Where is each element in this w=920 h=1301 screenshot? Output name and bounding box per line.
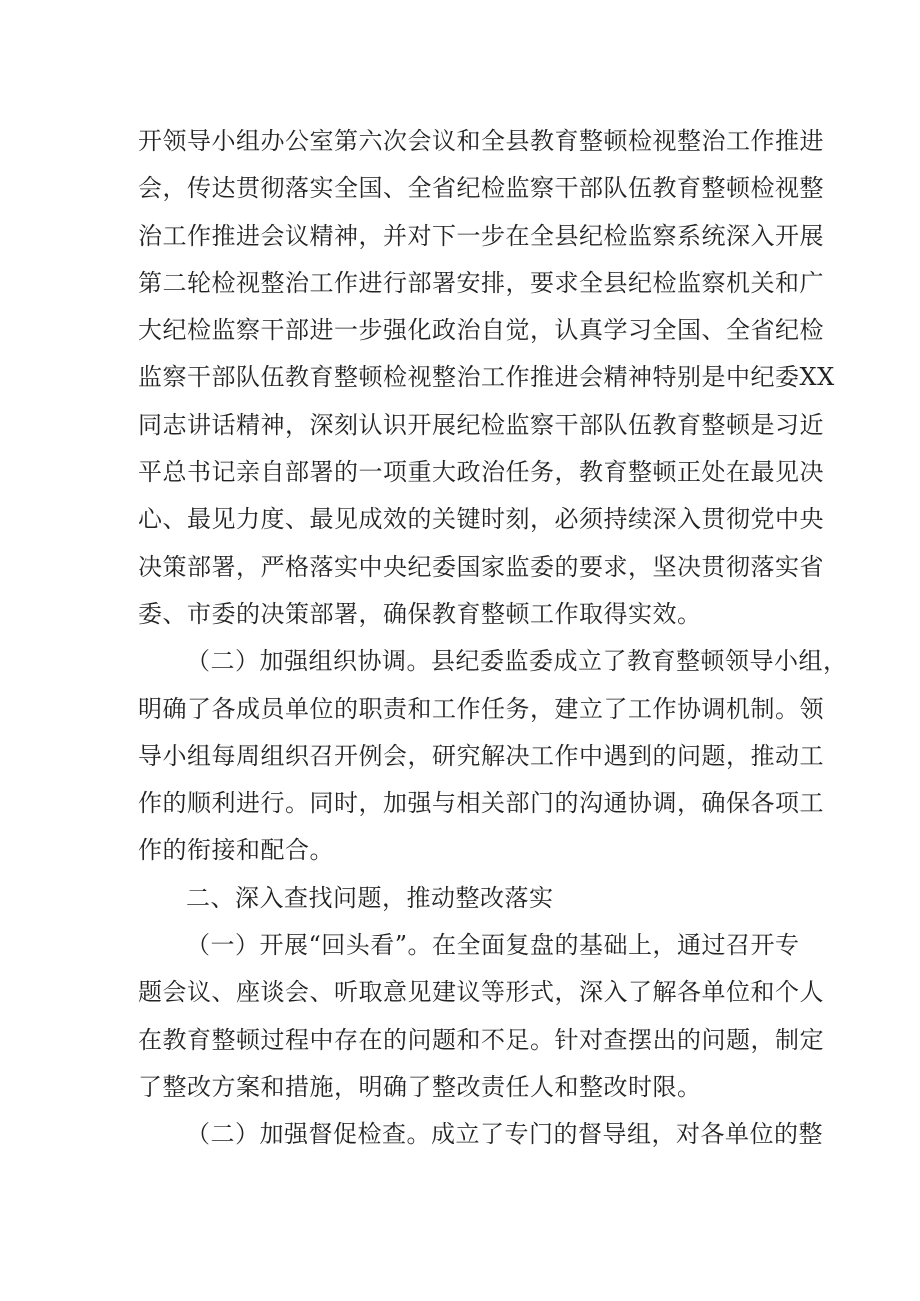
text-line: 大纪检监察干部进一步强化政治自觉，认真学习全国、全省纪检	[138, 316, 824, 345]
text-line: 决策部署，严格落实中央纪委国家监委的要求，坚决贯彻落实省	[138, 552, 824, 581]
document-body	[138, 118, 848, 1159]
text-line: 作的顺利进行。同时，加强与相关部门的沟通协调，确保各项工	[138, 789, 824, 818]
text-line: 导小组每周组织召开例会，研究解决工作中遇到的问题，推动工	[138, 741, 824, 770]
text-line: 监察干部队伍教育整顿检视整治工作推进会精神特别是中纪委XX	[138, 363, 835, 392]
text-line: 在教育整顿过程中存在的问题和不足。针对查摆出的问题，制定	[138, 1025, 824, 1054]
text-line: 平总书记亲自部署的一项重大政治任务，教育整顿正处在最见决	[138, 458, 824, 487]
text-line: （二）加强督促检查。成立了专门的督导组，对各单位的整	[186, 1120, 823, 1149]
text-line: 会，传达贯彻落实全国、全省纪检监察干部队伍教育整顿检视整	[138, 174, 824, 203]
text-line: 心、最见力度、最见成效的关键时刻，必须持续深入贯彻党中央	[138, 505, 824, 534]
text-line: 题会议、座谈会、听取意见建议等形式，深入了解各单位和个人	[138, 978, 824, 1007]
text-line: （二）加强组织协调。县纪委监委成立了教育整顿领导小组，	[186, 647, 848, 676]
text-line: （一）开展“回头看”。在全面复盘的基础上，通过召开专	[186, 931, 800, 960]
text-line: 同志讲话精神，深刻认识开展纪检监察干部队伍教育整顿是习近	[138, 410, 824, 439]
text-line: 治工作推进会议精神，并对下一步在全县纪检监察系统深入开展	[138, 221, 824, 250]
text-line: 明确了各成员单位的职责和工作任务，建立了工作协调机制。领	[138, 694, 824, 723]
text-line: 二、深入查找问题，推动整改落实	[186, 883, 554, 912]
text-line: 开领导小组办公室第六次会议和全县教育整顿检视整治工作推进	[138, 127, 824, 155]
text-line: 委、市委的决策部署，确保教育整顿工作取得实效。	[138, 599, 702, 628]
text-line: 了整改方案和措施，明确了整改责任人和整改时限。	[138, 1072, 702, 1101]
text-line: 第二轮检视整治工作进行部署安排，要求全县纪检监察机关和广	[138, 268, 824, 297]
text-line: 作的衔接和配合。	[138, 836, 334, 865]
